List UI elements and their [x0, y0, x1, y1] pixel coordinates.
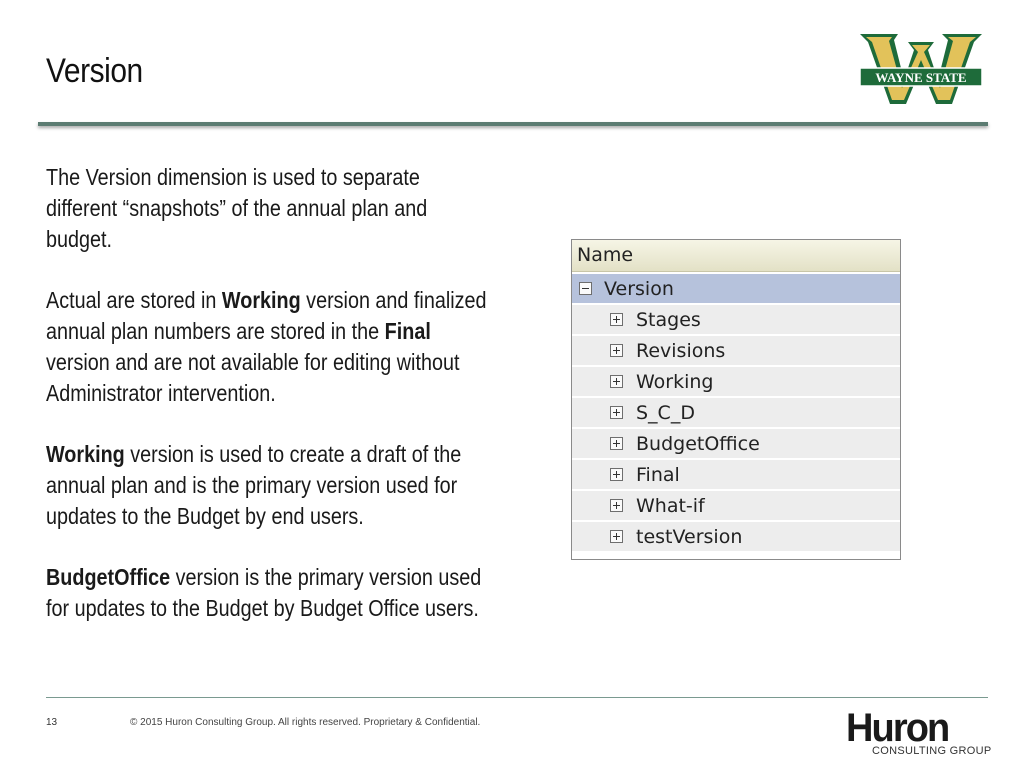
tree-node-stages[interactable]	[572, 303, 900, 334]
bold-term: Working	[221, 287, 301, 313]
expand-icon[interactable]	[610, 406, 623, 419]
text-run: version is used to create a draft of the annual plan and is the primary version used for updates to the Budget by end users.	[46, 441, 462, 529]
tree-node-label: testVersion	[636, 526, 743, 548]
huron-logo	[846, 706, 992, 758]
expand-icon[interactable]	[610, 499, 623, 512]
tree-node-testversion[interactable]	[572, 520, 900, 551]
tree-node-label: What-if	[636, 495, 705, 517]
text-run: version and finalized annual plan numbers are stored in the	[46, 287, 487, 344]
bold-term: BudgetOffice	[46, 564, 171, 590]
wayne-state-logo-text: WAYNE STATE	[875, 70, 967, 85]
version-tree	[571, 239, 901, 560]
title-divider	[38, 122, 988, 126]
tree-node-label: Final	[636, 464, 680, 486]
tree-node-label: Version	[604, 278, 674, 300]
tree-node-what-if[interactable]	[572, 489, 900, 520]
text-run: version is the primary version used for updates to the Budget by Budget Office users.	[46, 564, 482, 621]
page-number: 13	[46, 717, 58, 728]
tree-node-revisions[interactable]	[572, 334, 900, 365]
tree-node-label: Stages	[636, 309, 701, 331]
footer-divider	[46, 697, 988, 698]
body-paragraph	[46, 562, 493, 624]
tree-node-label: Working	[636, 371, 714, 393]
body-paragraph	[46, 285, 493, 409]
tree-node-version[interactable]	[572, 272, 900, 303]
huron-logo-wordmark: Huron	[846, 706, 949, 750]
body-paragraph	[46, 162, 493, 255]
expand-icon[interactable]	[610, 313, 623, 326]
tree-node-label: BudgetOffice	[636, 433, 760, 455]
body-paragraph	[46, 439, 493, 532]
tree-node-budgetoffice[interactable]	[572, 427, 900, 458]
wayne-state-logo	[856, 28, 986, 108]
body-text	[46, 162, 493, 654]
huron-logo-tagline: CONSULTING GROUP	[872, 745, 992, 757]
expand-icon[interactable]	[610, 468, 623, 481]
tree-node-final[interactable]	[572, 458, 900, 489]
bold-term: Final	[384, 318, 431, 344]
text-run: version and are not available for editing without Administrator intervention.	[46, 349, 460, 406]
tree-node-label: S_C_D	[636, 402, 695, 424]
copyright-notice: © 2015 Huron Consulting Group. All rights reserved. Proprietary & Confidential.	[130, 717, 481, 728]
expand-icon[interactable]	[610, 437, 623, 450]
expand-icon[interactable]	[610, 530, 623, 543]
expand-icon[interactable]	[610, 344, 623, 357]
slide-title: Version	[46, 52, 143, 90]
bold-term: Working	[46, 441, 125, 467]
tree-node-label: Revisions	[636, 340, 726, 362]
expand-icon[interactable]	[610, 375, 623, 388]
tree-node-s-c-d[interactable]	[572, 396, 900, 427]
collapse-icon[interactable]	[579, 282, 592, 295]
tree-node-working[interactable]	[572, 365, 900, 396]
tree-header-name[interactable]: Name	[572, 240, 900, 272]
text-run: Actual are stored in	[46, 287, 222, 313]
text-run: The Version dimension is used to separate different “snapshots” of the annual plan and budget.	[46, 164, 428, 252]
